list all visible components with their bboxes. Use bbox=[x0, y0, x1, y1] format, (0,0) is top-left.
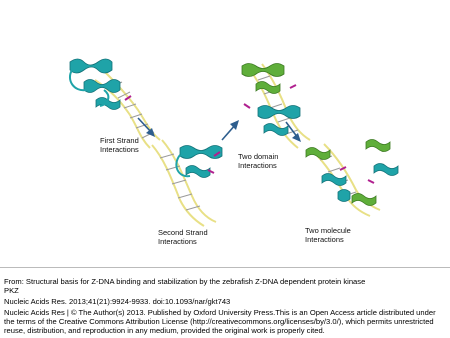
stage-label-two-molecule bbox=[305, 226, 351, 244]
stage-label-line1: Two domain bbox=[238, 152, 279, 161]
stage-label-two-domain bbox=[238, 152, 278, 170]
footer-source-title-cont: PKZ bbox=[4, 286, 19, 295]
arrow-2-icon bbox=[222, 120, 239, 140]
footer-citation: Nucleic Acids Res. 2013;41(21):9924-9933. doi:10.1093/nar/gkt743 bbox=[4, 297, 231, 306]
stage-label-line1: Second Strand bbox=[158, 228, 208, 237]
structure-two-molecule bbox=[306, 140, 398, 217]
stage-label-second-strand bbox=[158, 228, 208, 246]
stage-label-line2: Interactions bbox=[158, 237, 197, 246]
stage-label-line1: First Strand bbox=[100, 136, 139, 145]
stage-label-line2: Interactions bbox=[100, 145, 139, 154]
structure-two-domain bbox=[242, 64, 310, 149]
structure-second-strand bbox=[152, 140, 222, 226]
footer-license-line1: Nucleic Acids Res | © The Author(s) 2013. Published by Oxford University Press.This is an Open Access article distributed under bbox=[4, 308, 436, 317]
footer-source-title: From: Structural basis for Z-DNA binding and stabilization by the zebrafish Z-DNA dependent protein kinase bbox=[4, 277, 366, 286]
stage-label-line1: Two molecule bbox=[305, 226, 351, 235]
stage-label-first-strand bbox=[100, 136, 139, 154]
stage-label-line2: Interactions bbox=[305, 235, 344, 244]
footer-divider bbox=[0, 267, 450, 268]
footer-license-line3: reuse, distribution, and reproduction in any medium, provided the original work is properly cited. bbox=[4, 326, 325, 335]
structure-first-strand bbox=[70, 59, 160, 148]
stage-label-line2: Interactions bbox=[238, 161, 277, 170]
footer-license-line2: the terms of the Creative Commons Attribution License (http://creativecommons.org/licenses/by/3.0/), which permits unrestricted bbox=[4, 317, 434, 326]
